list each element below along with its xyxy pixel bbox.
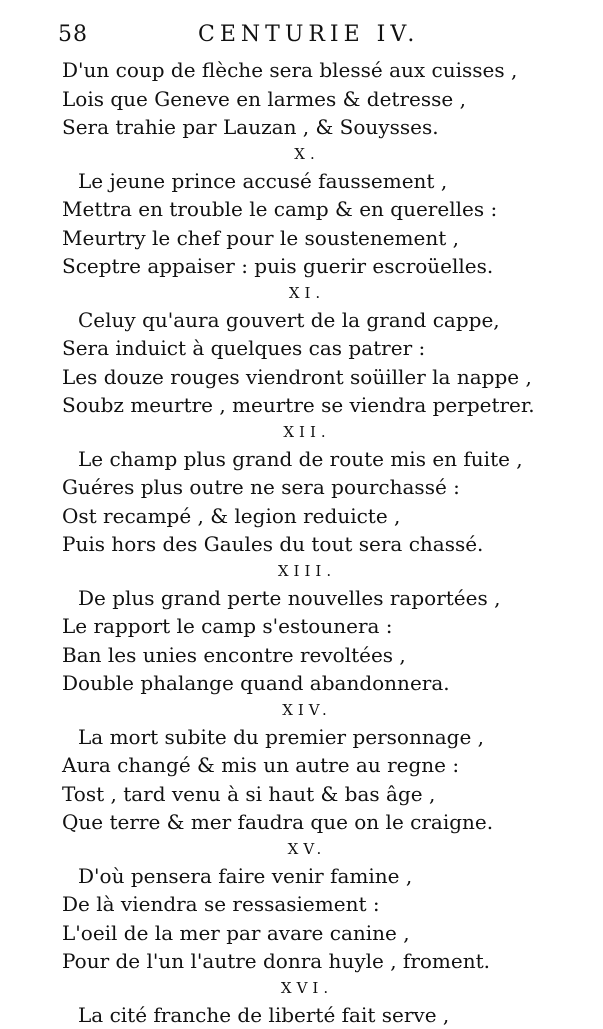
verse-line: Le champ plus grand de route mis en fuite , (62, 445, 532, 474)
verse-line: Lois que Geneve en larmes & detresse , (62, 85, 532, 114)
verse-line: Pour de l'un l'autre donra huyle , froment. (62, 947, 532, 976)
verse-line: Meurtry le chef pour le soustenement , (62, 224, 532, 253)
verse-line: La cité franche de liberté fait serve , (62, 1001, 532, 1029)
quatrain-numeral: XI. (62, 281, 532, 306)
verse-line: Les douze rouges viendront soüiller la nappe , (62, 363, 532, 392)
verse-line: D'un coup de flèche sera blessé aux cuisses , (62, 56, 532, 85)
verse-line: Puis hors des Gaules du tout sera chassé. (62, 530, 532, 559)
running-title: CENTURIE IV. (198, 22, 419, 47)
quatrain-numeral: XVI. (62, 976, 532, 1001)
verse-line: Ban les unies encontre revoltées , (62, 641, 532, 670)
quatrain-numeral: XIV. (62, 698, 532, 723)
verse-line: La mort subite du premier personnage , (62, 723, 532, 752)
verse-line: Le jeune prince accusé faussement , (62, 167, 532, 196)
quatrain-numeral: XV. (62, 837, 532, 862)
verse-line: Aura changé & mis un autre au regne : (62, 751, 532, 780)
quatrain-numeral: XII. (62, 420, 532, 445)
verse-line: Sceptre appaiser : puis guerir escroüelles. (62, 252, 532, 281)
verse-line: Tost , tard venu à si haut & bas âge , (62, 780, 532, 809)
verse-line: Double phalange quand abandonnera. (62, 669, 532, 698)
verse-line: Mettra en trouble le camp & en querelles : (62, 195, 532, 224)
page-number: 58 (58, 22, 88, 47)
verse-line: D'où pensera faire venir famine , (62, 862, 532, 891)
verse-text (62, 56, 532, 1029)
verse-line: Le rapport le camp s'estounera : (62, 612, 532, 641)
verse-line: Soubz meurtre , meurtre se viendra perpetrer. (62, 391, 532, 420)
verse-line: Sera induict à quelques cas patrer : (62, 334, 532, 363)
quatrain-numeral: X. (62, 142, 532, 167)
verse-line: De plus grand perte nouvelles raportées , (62, 584, 532, 613)
verse-line: L'oeil de la mer par avare canine , (62, 919, 532, 948)
verse-line: Sera trahie par Lauzan , & Souysses. (62, 113, 532, 142)
verse-line: Que terre & mer faudra que on le craigne. (62, 808, 532, 837)
verse-line: De là viendra se ressasiement : (62, 890, 532, 919)
verse-line: Celuy qu'aura gouvert de la grand cappe, (62, 306, 532, 335)
verse-line: Ost recampé , & legion reduicte , (62, 502, 532, 531)
quatrain-numeral: XIII. (62, 559, 532, 584)
verse-line: Guéres plus outre ne sera pourchassé : (62, 473, 532, 502)
page-header (58, 22, 528, 52)
